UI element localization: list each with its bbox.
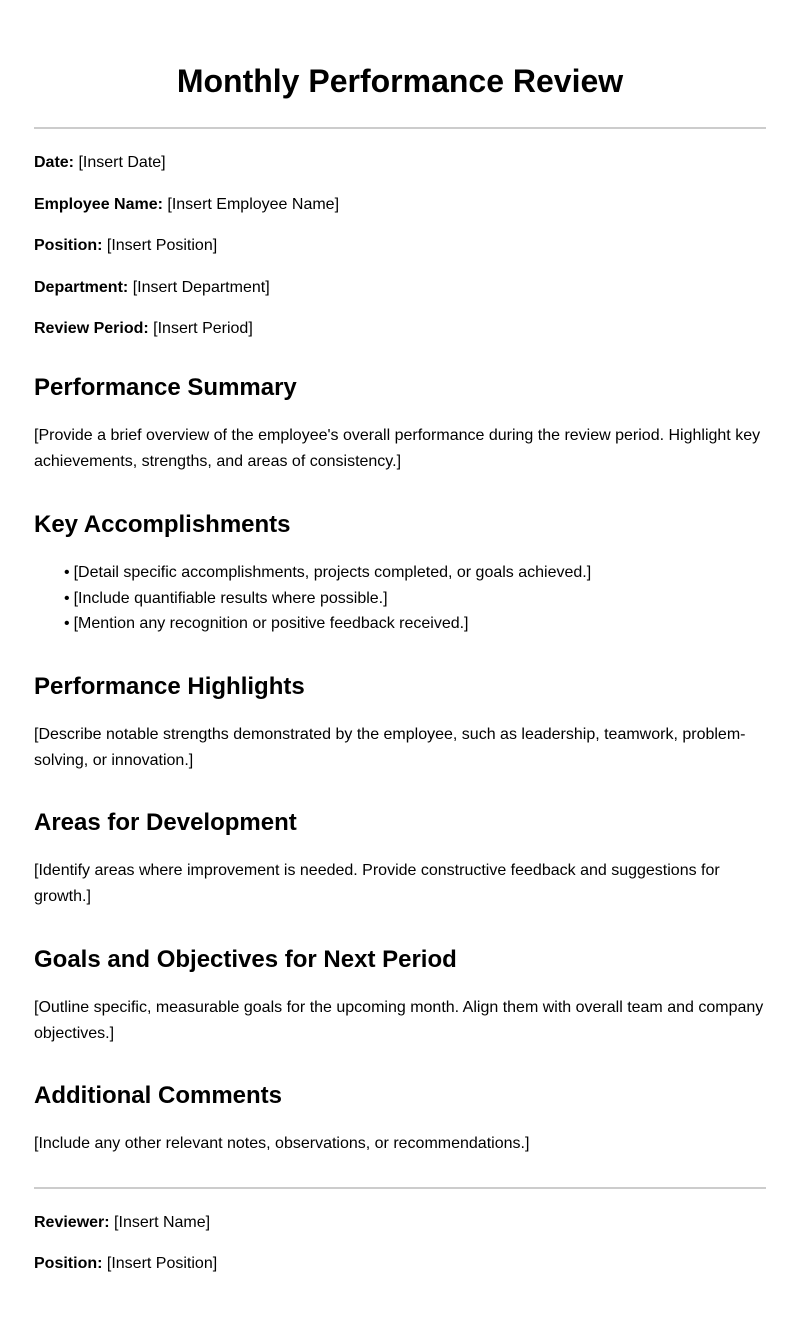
section-key-accomplishments (34, 510, 766, 637)
section-performance-highlights (34, 672, 766, 774)
field-review-period (34, 319, 766, 339)
field-date (34, 153, 766, 173)
field-value: [Insert Name] (114, 1213, 211, 1231)
section-text: [Provide a brief overview of the employee's overall performance during the review period. Highlight key achievements, strengths, and areas of consistency.] (34, 427, 761, 470)
field-value: [Insert Position] (106, 237, 218, 254)
list-item: • [Mention any recognition or positive feedback received.] (64, 611, 766, 637)
field-reviewer (34, 1213, 766, 1233)
field-label: Position: (34, 1255, 103, 1272)
section-heading: Goals and Objectives for Next Period (34, 945, 457, 973)
field-value: [Insert Position] (106, 1255, 218, 1272)
section-heading: Key Accomplishments (34, 511, 291, 538)
section-heading: Performance Summary (34, 374, 297, 401)
section-heading: Performance Highlights (34, 672, 305, 700)
field-label: Position: (34, 237, 103, 254)
field-label: Employee Name: (34, 195, 163, 213)
field-value: [Insert Employee Name] (167, 195, 340, 213)
section-text: [Outline specific, measurable goals for the upcoming month. Align them with overall team and company objectives.] (34, 998, 764, 1042)
top-divider (34, 127, 766, 129)
section-areas-for-development (34, 808, 766, 910)
field-label: Department: (34, 278, 129, 296)
field-value: [Insert Department] (132, 278, 270, 296)
field-value: [Insert Date] (78, 154, 166, 171)
page-title: Monthly Performance Review (176, 63, 624, 99)
section-text: [Identify areas where improvement is needed. Provide constructive feedback and suggestions for growth.] (34, 861, 720, 905)
field-label: Date: (34, 154, 75, 171)
field-employee-name (34, 195, 766, 215)
section-performance-summary (34, 373, 766, 475)
footer-fields (34, 1213, 766, 1275)
accomplishments-list (34, 560, 766, 637)
section-text: [Include any other relevant notes, observations, or recommendations.] (34, 1134, 530, 1152)
field-label: Reviewer: (34, 1213, 110, 1231)
field-department (34, 278, 766, 298)
section-text: [Describe notable strengths demonstrated by the employee, such as leadership, teamwork, problem-solving, or innovation.] (34, 725, 746, 769)
list-item: • [Detail specific accomplishments, projects completed, or goals achieved.] (64, 560, 766, 586)
section-heading: Areas for Development (34, 808, 297, 836)
section-goals-next-period (34, 945, 766, 1047)
field-reviewer-position (34, 1254, 766, 1274)
list-item: • [Include quantifiable results where possible.] (64, 586, 766, 612)
section-additional-comments (34, 1081, 766, 1157)
field-label: Review Period: (34, 320, 149, 337)
field-value: [Insert Period] (153, 320, 253, 337)
section-heading: Additional Comments (34, 1081, 283, 1109)
header-fields (34, 153, 766, 339)
bottom-divider (34, 1187, 766, 1189)
field-position (34, 236, 766, 256)
